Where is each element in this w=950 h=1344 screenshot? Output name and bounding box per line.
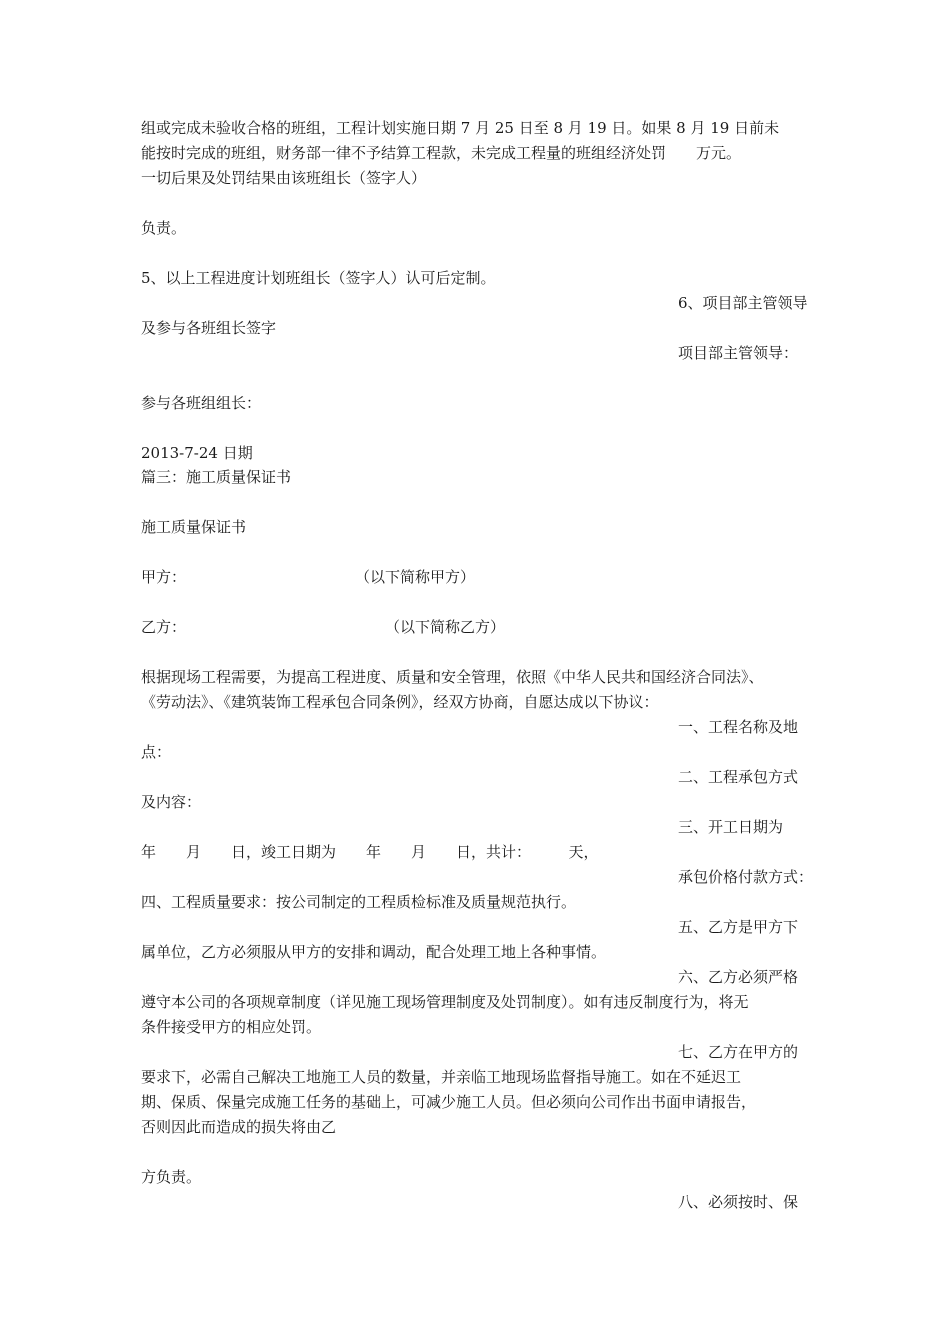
clause-heading-6: 六、乙方必须严格 <box>678 968 799 986</box>
clause-4: 四、工程质量要求：按公司制定的工程质检标准及质量规范执行。 <box>141 893 577 911</box>
clause-heading-7: 七、乙方在甲方的 <box>678 1043 799 1061</box>
clause-heading-2: 二、工程承包方式 <box>678 768 799 786</box>
paragraph-line: 根据现场工程需要，为提高工程进度、质量和安全管理，依照《中华人民共和国经济合同法》、 <box>141 668 764 686</box>
party-a-label: 甲方： <box>141 568 187 586</box>
date-line: 2013-7-24 日期 <box>141 444 253 462</box>
paragraph-line: 《劳动法》、《建筑装饰工程承包合同条例》，经双方协商，自愿达成以下协议： <box>141 693 659 711</box>
signature-label-leader: 项目部主管领导： <box>678 344 799 362</box>
paragraph-line: 点： <box>141 743 172 761</box>
party-b-label: 乙方： <box>141 618 187 636</box>
paragraph-line: 组或完成未验收合格的班组，工程计划实施日期 7 月 25 日至 8 月 19 日。如果 8 月 19 日前未 <box>141 119 780 137</box>
paragraph-line: 属单位，乙方必须服从甲方的安排和调动，配合处理工地上各种事情。 <box>141 943 607 961</box>
paragraph-line: 期、保质、保量完成施工任务的基础上，可减少施工人员。但必须向公司作出书面申请报告， <box>141 1093 757 1111</box>
paragraph-line-right: 6、项目部主管领导 <box>678 294 808 312</box>
clause-heading-8: 八、必须按时、保 <box>678 1193 799 1211</box>
paragraph-line: 能按时完成的班组，财务部一律不予结算工程款，未完成工程量的班组经济处罚 万元。 <box>141 144 742 162</box>
paragraph-line: 及参与各班组长签字 <box>141 319 277 337</box>
paragraph-line: 及内容： <box>141 793 202 811</box>
paragraph-line: 负责。 <box>141 219 187 237</box>
paragraph-line: 一切后果及处罚结果由该班组长（签字人） <box>141 169 427 187</box>
paragraph-line: 要求下，必需自己解决工地施工人员的数量，并亲临工地现场监督指导施工。如在不延迟工 <box>141 1068 742 1086</box>
payment-method-label: 承包价格付款方式： <box>678 868 814 886</box>
party-b-note: （以下简称乙方） <box>385 618 506 636</box>
section-heading: 篇三：施工质量保证书 <box>141 468 292 486</box>
clause-heading-1: 一、工程名称及地 <box>678 718 799 736</box>
paragraph-line: 方负责。 <box>141 1168 202 1186</box>
date-fill-line: 年 月 日，竣工日期为 年 月 日，共计： 天， <box>141 843 599 861</box>
signature-label-team: 参与各班组组长： <box>141 394 262 412</box>
clause-heading-3: 三、开工日期为 <box>678 818 784 836</box>
document-title: 施工质量保证书 <box>141 518 247 536</box>
paragraph-line: 遵守本公司的各项规章制度（详见施工现场管理制度及处罚制度）。如有违反制度行为，将无 <box>141 993 749 1011</box>
paragraph-line: 5、以上工程进度计划班组长（签字人）认可后定制。 <box>141 269 496 287</box>
paragraph-line: 条件接受甲方的相应处罚。 <box>141 1018 322 1036</box>
paragraph-line: 否则因此而造成的损失将由乙 <box>141 1118 337 1136</box>
party-a-note: （以下简称甲方） <box>355 568 476 586</box>
clause-heading-5: 五、乙方是甲方下 <box>678 918 799 936</box>
